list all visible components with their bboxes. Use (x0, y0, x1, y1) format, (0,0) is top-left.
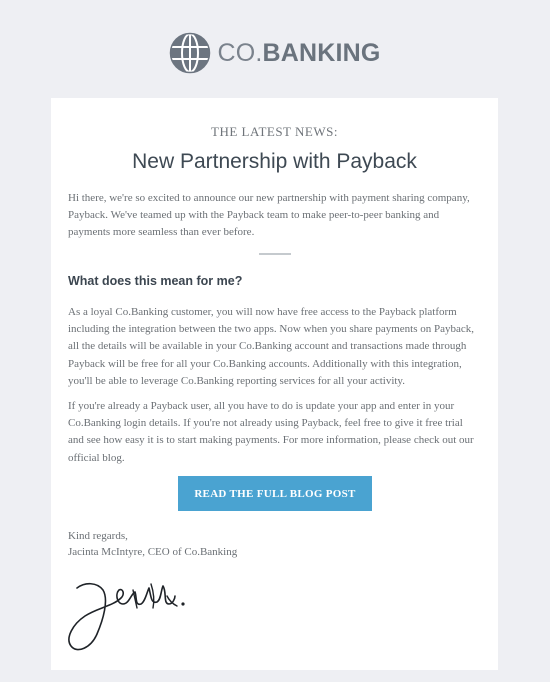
brand-name-light: CO. (217, 38, 263, 67)
news-kicker: THE LATEST NEWS: (211, 124, 338, 139)
body-paragraph-1: As a loyal Co.Banking customer, you will now have free access to the Payback platform including the integration between the two apps. Now when you share payments on Payback, all the details will be available in your Co.Banking account and transactions made through Payback will be free for all your Co.Banking accounts. Additionally with this integration, you'll be able to leverage Co.Banking reporting services for all your activity. (68, 306, 474, 387)
signoff-block (68, 528, 479, 560)
email-headline: New Partnership with Payback (132, 150, 417, 173)
closing-text: Kind regards, (68, 530, 128, 542)
read-blog-post-button[interactable]: READ THE FULL BLOG POST (178, 476, 372, 511)
globe-icon (169, 32, 211, 74)
brand-wordmark (217, 38, 381, 67)
email-header (0, 30, 550, 76)
signature-image (63, 568, 193, 660)
section-divider (259, 253, 291, 255)
email-card (51, 98, 498, 670)
author-line: Jacinta McIntyre, CEO of Co.Banking (68, 546, 238, 558)
section-heading: What does this mean for me? (68, 274, 243, 288)
brand-logo[interactable] (169, 32, 380, 74)
intro-paragraph: Hi there, we're so excited to announce our new partnership with payment sharing company, Payback. We've teamed up with the Payback team to make peer-to-peer banking and payments more seamless than ever before. (68, 192, 470, 238)
brand-name-bold: BANKING (262, 38, 381, 67)
body-paragraph-2: If you're already a Payback user, all you have to do is update your app and enter in your Co.Banking login details. If you're not already using Payback, feel free to give it free trial and see how easy it is to start making payments. For more information, please check out our official blog. (68, 400, 474, 464)
